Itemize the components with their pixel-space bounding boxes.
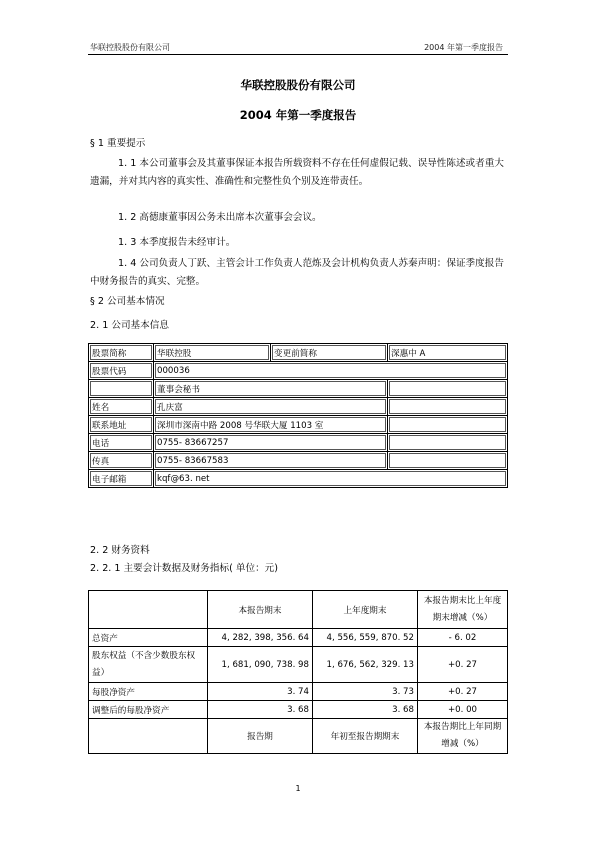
fin-row-change: +0. 27 bbox=[418, 683, 508, 701]
para-1-3: 1. 3 本季度报告未经审计。 bbox=[118, 237, 236, 248]
blank-cell bbox=[388, 398, 508, 416]
email-label: 电子邮箱 bbox=[89, 470, 154, 488]
fin-header2-blank bbox=[89, 719, 208, 754]
fin-row-label: 每股净资产 bbox=[89, 683, 208, 701]
subsection-2-1: 2. 1 公司基本信息 bbox=[90, 320, 169, 331]
section2-heading: § 2 公司基本情况 bbox=[90, 296, 165, 307]
page-number: 1 bbox=[295, 784, 301, 793]
fin-row-current: 3. 68 bbox=[208, 701, 313, 719]
fin-row-prev: 3. 73 bbox=[313, 683, 418, 701]
fin-header-blank bbox=[89, 591, 208, 629]
fin-row-label: 总资产 bbox=[89, 629, 208, 647]
blank-cell bbox=[89, 380, 154, 398]
subsection-2-2: 2. 2 财务资料 bbox=[90, 545, 150, 556]
subsection-2-2-1: 2. 2. 1 主要会计数据及财务指标( 单位：元) bbox=[90, 563, 279, 574]
header-rule bbox=[88, 54, 508, 55]
doc-title-report: 2004 年第一季度报告 bbox=[239, 108, 357, 122]
phone-label: 电话 bbox=[89, 434, 154, 452]
blank-cell bbox=[388, 434, 508, 452]
fin-row-prev: 3. 68 bbox=[313, 701, 418, 719]
fin-col-period: 报告期 bbox=[208, 719, 313, 754]
fin-row-label: 调整后的每股净资产 bbox=[89, 701, 208, 719]
stock-code-label: 股票代码 bbox=[89, 362, 154, 380]
blank-cell bbox=[388, 452, 508, 470]
stock-abbr-value: 华联控股 bbox=[154, 344, 271, 362]
para-1-4: 1. 4 公司负责人丁跃、主管会计工作负责人范炼及会计机构负责人苏秦声明：保证季度报告中财务报告的真实、完整。 bbox=[90, 258, 504, 287]
fin-row-prev: 4, 556, 559, 870. 52 bbox=[313, 629, 418, 647]
para-1-1: 1. 1 本公司董事会及其董事保证本报告所载资料不存在任何虚假记载、误导性陈述或者重大遗漏，并对其内容的真实性、准确性和完整性负个别及连带责任。 bbox=[90, 158, 504, 187]
blank-cell bbox=[388, 380, 508, 398]
fin-col-yoy-change: 本报告期比上年同期增减（%） bbox=[418, 719, 508, 754]
fax-label: 传真 bbox=[89, 452, 154, 470]
address-value: 深圳市深南中路 2008 号华联大厦 1103 室 bbox=[154, 416, 388, 434]
address-label: 联系地址 bbox=[89, 416, 154, 434]
fin-row-prev: 1, 676, 562, 329. 13 bbox=[313, 647, 418, 683]
name-value: 孔庆富 bbox=[154, 398, 388, 416]
email-value: kqf@63. net bbox=[154, 470, 508, 488]
fin-row-label: 股东权益（不含少数股东权益） bbox=[89, 647, 208, 683]
blank-cell bbox=[388, 416, 508, 434]
stock-abbr-label: 股票简称 bbox=[89, 344, 154, 362]
fin-row-current: 3. 74 bbox=[208, 683, 313, 701]
phone-value: 0755- 83667257 bbox=[154, 434, 388, 452]
doc-title-company: 华联控股股份有限公司 bbox=[240, 78, 356, 92]
financial-data-table bbox=[88, 590, 508, 754]
para-1-2: 1. 2 高德康董事因公务未出席本次董事会会议。 bbox=[118, 212, 322, 223]
fin-row-change: +0. 00 bbox=[418, 701, 508, 719]
fin-col-change: 本报告期末比上年度期末增减（%） bbox=[418, 591, 508, 629]
fin-col-ytd: 年初至报告期期末 bbox=[313, 719, 418, 754]
stock-code-value: 000036 bbox=[154, 362, 508, 380]
secretary-label: 董事会秘书 bbox=[154, 380, 388, 398]
fin-col-prev: 上年度期末 bbox=[313, 591, 418, 629]
fin-row-current: 1, 681, 090, 738. 98 bbox=[208, 647, 313, 683]
fin-col-current: 本报告期末 bbox=[208, 591, 313, 629]
fax-value: 0755- 83667583 bbox=[154, 452, 388, 470]
name-label: 姓名 bbox=[89, 398, 154, 416]
section1-heading: § 1 重要提示 bbox=[90, 138, 146, 149]
fin-row-change: +0. 27 bbox=[418, 647, 508, 683]
header-report: 2004 年第一季度报告 bbox=[424, 43, 503, 52]
former-abbr-label: 变更前简称 bbox=[271, 344, 388, 362]
fin-row-current: 4, 282, 398, 356. 64 bbox=[208, 629, 313, 647]
company-info-table bbox=[88, 343, 508, 488]
former-abbr-value: 深惠中 A bbox=[388, 344, 508, 362]
header-company: 华联控股股份有限公司 bbox=[90, 43, 170, 52]
fin-row-change: - 6. 02 bbox=[418, 629, 508, 647]
